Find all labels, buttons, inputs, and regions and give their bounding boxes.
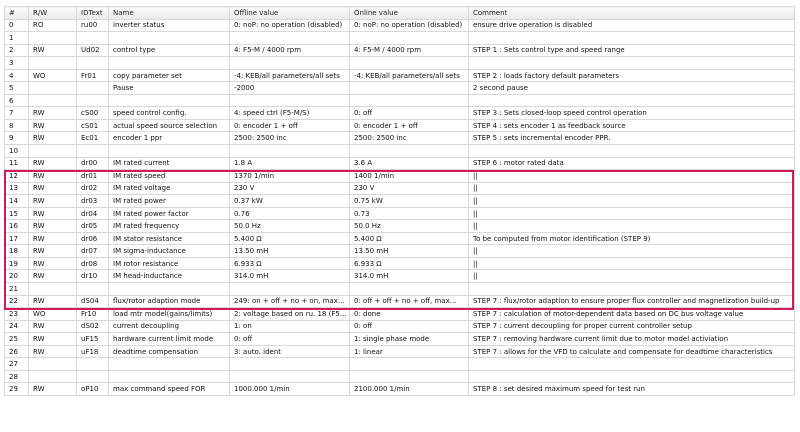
offline-value-cell[interactable]: 0: noP: no operation (disabled) [230, 19, 350, 32]
row-number-cell[interactable]: 26 [5, 345, 29, 358]
parameter-name-cell[interactable]: IM rated current [109, 157, 230, 170]
idtext-cell[interactable] [77, 32, 109, 45]
comment-cell[interactable] [469, 283, 795, 296]
offline-value-cell[interactable] [230, 57, 350, 70]
offline-value-cell[interactable]: 2: voltage based on ru. 18 (F5... [230, 308, 350, 321]
online-value-cell[interactable]: 2500: 2500 inc [350, 132, 469, 145]
parameter-name-cell[interactable]: flux/rotor adaption mode [109, 295, 230, 308]
table-row[interactable] [5, 358, 795, 371]
offline-value-cell[interactable]: 4: F5-M / 4000 rpm [230, 44, 350, 57]
idtext-cell[interactable]: dr04 [77, 207, 109, 220]
offline-value-cell[interactable] [230, 94, 350, 107]
table-row[interactable] [5, 94, 795, 107]
parameter-name-cell[interactable]: IM head-inductance [109, 270, 230, 283]
parameter-table [4, 6, 795, 396]
offline-value-cell[interactable] [230, 358, 350, 371]
access-cell[interactable]: WO [29, 308, 77, 321]
comment-cell[interactable]: || [469, 170, 795, 183]
row-number-cell[interactable]: 0 [5, 19, 29, 32]
table-row[interactable] [5, 170, 795, 183]
table-row[interactable] [5, 333, 795, 346]
online-value-cell[interactable]: 0: off [350, 107, 469, 120]
parameter-name-cell[interactable]: control type [109, 44, 230, 57]
column-header-comment[interactable]: Comment [469, 7, 795, 20]
idtext-cell[interactable]: dr10 [77, 270, 109, 283]
comment-cell[interactable]: To be computed from motor identification (STEP 9) [469, 232, 795, 245]
column-header-idtext[interactable]: IDText [77, 7, 109, 20]
comment-cell[interactable]: STEP 8 : set desired maximum speed for test run [469, 383, 795, 396]
table-row[interactable] [5, 383, 795, 396]
access-cell[interactable] [29, 32, 77, 45]
access-cell[interactable] [29, 94, 77, 107]
online-value-cell[interactable]: 0: off [350, 320, 469, 333]
parameter-name-cell[interactable]: max command speed FOR [109, 383, 230, 396]
table-row[interactable] [5, 44, 795, 57]
online-value-cell[interactable]: -4: KEB/all parameters/all sets [350, 69, 469, 82]
online-value-cell[interactable]: 230 V [350, 182, 469, 195]
comment-cell[interactable]: || [469, 220, 795, 233]
row-number-cell[interactable]: 4 [5, 69, 29, 82]
idtext-cell[interactable]: dr07 [77, 245, 109, 258]
comment-cell[interactable] [469, 370, 795, 383]
comment-cell[interactable]: STEP 3 : Sets closed-loop speed control operation [469, 107, 795, 120]
access-cell[interactable]: RW [29, 295, 77, 308]
idtext-cell[interactable]: dr08 [77, 257, 109, 270]
online-value-cell[interactable]: 1: linear [350, 345, 469, 358]
parameter-name-cell[interactable]: current decoupling [109, 320, 230, 333]
comment-cell[interactable]: ensure drive operation is disabled [469, 19, 795, 32]
idtext-cell[interactable] [77, 370, 109, 383]
comment-cell[interactable]: STEP 7 : calculation of motor-dependent data based on DC bus voltage value [469, 308, 795, 321]
table-row[interactable] [5, 283, 795, 296]
offline-value-cell[interactable]: 1.8 A [230, 157, 350, 170]
idtext-cell[interactable]: dS04 [77, 295, 109, 308]
online-value-cell[interactable]: 0: done [350, 308, 469, 321]
parameter-name-cell[interactable]: speed control config. [109, 107, 230, 120]
comment-cell[interactable] [469, 94, 795, 107]
table-row[interactable] [5, 119, 795, 132]
offline-value-cell[interactable]: 230 V [230, 182, 350, 195]
offline-value-cell[interactable]: 2500: 2500 inc [230, 132, 350, 145]
offline-value-cell[interactable]: -4: KEB/all parameters/all sets [230, 69, 350, 82]
access-cell[interactable]: RW [29, 44, 77, 57]
online-value-cell[interactable]: 13.50 mH [350, 245, 469, 258]
online-value-cell[interactable] [350, 145, 469, 158]
table-row[interactable] [5, 320, 795, 333]
access-cell[interactable] [29, 283, 77, 296]
table-row[interactable] [5, 232, 795, 245]
parameter-name-cell[interactable]: Pause [109, 82, 230, 95]
row-number-cell[interactable]: 21 [5, 283, 29, 296]
online-value-cell[interactable]: 0: noP: no operation (disabled) [350, 19, 469, 32]
online-value-cell[interactable]: 50.0 Hz [350, 220, 469, 233]
row-number-cell[interactable]: 12 [5, 170, 29, 183]
access-cell[interactable]: RW [29, 345, 77, 358]
online-value-cell[interactable]: 5.400 Ω [350, 232, 469, 245]
row-number-cell[interactable]: 14 [5, 195, 29, 208]
access-cell[interactable]: RW [29, 207, 77, 220]
comment-cell[interactable] [469, 32, 795, 45]
offline-value-cell[interactable]: 6.933 Ω [230, 257, 350, 270]
online-value-cell[interactable]: 1: single phase mode [350, 333, 469, 346]
parameter-name-cell[interactable]: load mtr model(gains/limits) [109, 308, 230, 321]
access-cell[interactable] [29, 82, 77, 95]
offline-value-cell[interactable] [230, 145, 350, 158]
online-value-cell[interactable] [350, 82, 469, 95]
table-row[interactable] [5, 370, 795, 383]
table-row[interactable] [5, 19, 795, 32]
idtext-cell[interactable]: Ud02 [77, 44, 109, 57]
idtext-cell[interactable]: uF18 [77, 345, 109, 358]
online-value-cell[interactable] [350, 370, 469, 383]
table-row[interactable] [5, 182, 795, 195]
access-cell[interactable] [29, 57, 77, 70]
parameter-name-cell[interactable] [109, 145, 230, 158]
offline-value-cell[interactable]: 314.0 mH [230, 270, 350, 283]
idtext-cell[interactable]: Fr01 [77, 69, 109, 82]
comment-cell[interactable]: || [469, 257, 795, 270]
online-value-cell[interactable]: 3.6 A [350, 157, 469, 170]
access-cell[interactable]: RW [29, 245, 77, 258]
row-number-cell[interactable]: 15 [5, 207, 29, 220]
offline-value-cell[interactable]: 1000.000 1/min [230, 383, 350, 396]
access-cell[interactable]: RW [29, 195, 77, 208]
table-row[interactable] [5, 82, 795, 95]
idtext-cell[interactable]: dr06 [77, 232, 109, 245]
offline-value-cell[interactable] [230, 370, 350, 383]
parameter-name-cell[interactable] [109, 57, 230, 70]
online-value-cell[interactable]: 2100.000 1/min [350, 383, 469, 396]
row-number-cell[interactable]: 19 [5, 257, 29, 270]
idtext-cell[interactable]: uF15 [77, 333, 109, 346]
idtext-cell[interactable] [77, 283, 109, 296]
access-cell[interactable]: RW [29, 320, 77, 333]
comment-cell[interactable]: STEP 2 : loads factory default parameters [469, 69, 795, 82]
online-value-cell[interactable]: 0.75 kW [350, 195, 469, 208]
idtext-cell[interactable]: Ec01 [77, 132, 109, 145]
row-number-cell[interactable]: 17 [5, 232, 29, 245]
access-cell[interactable]: RW [29, 182, 77, 195]
access-cell[interactable]: RW [29, 270, 77, 283]
access-cell[interactable]: RO [29, 19, 77, 32]
column-header-number[interactable]: # [5, 7, 29, 20]
parameter-name-cell[interactable]: IM rated speed [109, 170, 230, 183]
idtext-cell[interactable]: Fr10 [77, 308, 109, 321]
column-header-offline-value[interactable]: Offline value [230, 7, 350, 20]
row-number-cell[interactable]: 23 [5, 308, 29, 321]
access-cell[interactable]: RW [29, 333, 77, 346]
online-value-cell[interactable] [350, 57, 469, 70]
online-value-cell[interactable]: 0: encoder 1 + off [350, 119, 469, 132]
access-cell[interactable]: WO [29, 69, 77, 82]
offline-value-cell[interactable]: 0: encoder 1 + off [230, 119, 350, 132]
table-row[interactable] [5, 107, 795, 120]
access-cell[interactable] [29, 358, 77, 371]
parameter-name-cell[interactable]: IM rotor resistance [109, 257, 230, 270]
idtext-cell[interactable]: dr02 [77, 182, 109, 195]
idtext-cell[interactable] [77, 82, 109, 95]
row-number-cell[interactable]: 28 [5, 370, 29, 383]
access-cell[interactable]: RW [29, 232, 77, 245]
idtext-cell[interactable] [77, 57, 109, 70]
row-number-cell[interactable]: 24 [5, 320, 29, 333]
row-number-cell[interactable]: 25 [5, 333, 29, 346]
access-cell[interactable]: RW [29, 157, 77, 170]
access-cell[interactable]: RW [29, 220, 77, 233]
offline-value-cell[interactable]: 0: off [230, 333, 350, 346]
parameter-name-cell[interactable]: IM sigma-inductance [109, 245, 230, 258]
offline-value-cell[interactable]: 1: on [230, 320, 350, 333]
offline-value-cell[interactable]: 1370 1/min [230, 170, 350, 183]
comment-cell[interactable]: || [469, 182, 795, 195]
idtext-cell[interactable]: dr05 [77, 220, 109, 233]
table-row[interactable] [5, 32, 795, 45]
parameter-name-cell[interactable]: hardware current limit mode [109, 333, 230, 346]
row-number-cell[interactable]: 10 [5, 145, 29, 158]
row-number-cell[interactable]: 13 [5, 182, 29, 195]
access-cell[interactable]: RW [29, 107, 77, 120]
online-value-cell[interactable]: 6.933 Ω [350, 257, 469, 270]
offline-value-cell[interactable] [230, 283, 350, 296]
idtext-cell[interactable]: cS01 [77, 119, 109, 132]
row-number-cell[interactable]: 20 [5, 270, 29, 283]
offline-value-cell[interactable]: 5.400 Ω [230, 232, 350, 245]
comment-cell[interactable]: STEP 7 : removing hardware current limit due to motor model activiation [469, 333, 795, 346]
row-number-cell[interactable]: 29 [5, 383, 29, 396]
idtext-cell[interactable]: ru00 [77, 19, 109, 32]
online-value-cell[interactable]: 0: off + off + no + off, max... [350, 295, 469, 308]
parameter-name-cell[interactable] [109, 94, 230, 107]
parameter-name-cell[interactable]: IM stator resistance [109, 232, 230, 245]
online-value-cell[interactable]: 0.73 [350, 207, 469, 220]
offline-value-cell[interactable]: 0.37 kW [230, 195, 350, 208]
access-cell[interactable] [29, 370, 77, 383]
table-row[interactable] [5, 69, 795, 82]
online-value-cell[interactable] [350, 358, 469, 371]
parameter-name-cell[interactable] [109, 370, 230, 383]
idtext-cell[interactable]: dr03 [77, 195, 109, 208]
table-row[interactable] [5, 308, 795, 321]
comment-cell[interactable]: STEP 5 : sets incremental encoder PPR. [469, 132, 795, 145]
table-row[interactable] [5, 195, 795, 208]
access-cell[interactable]: RW [29, 132, 77, 145]
parameter-name-cell[interactable]: copy parameter set [109, 69, 230, 82]
column-header-rw[interactable]: R/W [29, 7, 77, 20]
offline-value-cell[interactable]: -2000 [230, 82, 350, 95]
row-number-cell[interactable]: 3 [5, 57, 29, 70]
idtext-cell[interactable]: dr01 [77, 170, 109, 183]
idtext-cell[interactable]: dS02 [77, 320, 109, 333]
comment-cell[interactable]: STEP 1 : Sets control type and speed range [469, 44, 795, 57]
online-value-cell[interactable] [350, 32, 469, 45]
offline-value-cell[interactable]: 249: on + off + no + on, max... [230, 295, 350, 308]
comment-cell[interactable] [469, 358, 795, 371]
row-number-cell[interactable]: 11 [5, 157, 29, 170]
access-cell[interactable]: RW [29, 119, 77, 132]
row-number-cell[interactable]: 5 [5, 82, 29, 95]
table-row[interactable] [5, 245, 795, 258]
table-row[interactable] [5, 295, 795, 308]
comment-cell[interactable]: STEP 4 : sets encoder 1 as feedback source [469, 119, 795, 132]
idtext-cell[interactable] [77, 145, 109, 158]
row-number-cell[interactable]: 8 [5, 119, 29, 132]
comment-cell[interactable] [469, 145, 795, 158]
comment-cell[interactable] [469, 57, 795, 70]
parameter-name-cell[interactable]: inverter status [109, 19, 230, 32]
offline-value-cell[interactable]: 3: auto. ident [230, 345, 350, 358]
parameter-name-cell[interactable] [109, 358, 230, 371]
offline-value-cell[interactable]: 50.0 Hz [230, 220, 350, 233]
row-number-cell[interactable]: 1 [5, 32, 29, 45]
comment-cell[interactable]: STEP 6 : motor rated data [469, 157, 795, 170]
table-row[interactable] [5, 257, 795, 270]
comment-cell[interactable]: STEP 7 : flux/rotor adaption to ensure proper flux controller and magnetization build-up [469, 295, 795, 308]
idtext-cell[interactable] [77, 94, 109, 107]
comment-cell[interactable]: || [469, 207, 795, 220]
online-value-cell[interactable] [350, 283, 469, 296]
row-number-cell[interactable]: 2 [5, 44, 29, 57]
comment-cell[interactable]: STEP 7 : allows for the VFD to calculate and compensate for deadtime characteristics [469, 345, 795, 358]
offline-value-cell[interactable] [230, 32, 350, 45]
parameter-name-cell[interactable]: deadtime compensation [109, 345, 230, 358]
row-number-cell[interactable]: 9 [5, 132, 29, 145]
offline-value-cell[interactable]: 13.50 mH [230, 245, 350, 258]
parameter-name-cell[interactable]: IM rated voltage [109, 182, 230, 195]
comment-cell[interactable]: 2 second pause [469, 82, 795, 95]
table-row[interactable] [5, 345, 795, 358]
table-row[interactable] [5, 132, 795, 145]
row-number-cell[interactable]: 7 [5, 107, 29, 120]
parameter-name-cell[interactable]: encoder 1 ppr [109, 132, 230, 145]
comment-cell[interactable]: STEP 7 : current decoupling for proper current controller setup [469, 320, 795, 333]
access-cell[interactable]: RW [29, 170, 77, 183]
offline-value-cell[interactable]: 0.76 [230, 207, 350, 220]
comment-cell[interactable]: || [469, 195, 795, 208]
idtext-cell[interactable]: dr00 [77, 157, 109, 170]
online-value-cell[interactable]: 314.0 mH [350, 270, 469, 283]
header-row [5, 7, 795, 20]
table-row[interactable] [5, 57, 795, 70]
table-row[interactable] [5, 270, 795, 283]
column-header-online-value[interactable]: Online value [350, 7, 469, 20]
table-row[interactable] [5, 220, 795, 233]
column-header-name[interactable]: Name [109, 7, 230, 20]
online-value-cell[interactable] [350, 94, 469, 107]
parameter-name-cell[interactable] [109, 283, 230, 296]
parameter-name-cell[interactable]: actual speed source selection [109, 119, 230, 132]
access-cell[interactable] [29, 145, 77, 158]
parameter-name-cell[interactable]: IM rated power factor [109, 207, 230, 220]
comment-cell[interactable]: || [469, 245, 795, 258]
table-row[interactable] [5, 207, 795, 220]
access-cell[interactable]: RW [29, 383, 77, 396]
table-row[interactable] [5, 145, 795, 158]
parameter-name-cell[interactable] [109, 32, 230, 45]
access-cell[interactable]: RW [29, 257, 77, 270]
row-number-cell[interactable]: 18 [5, 245, 29, 258]
idtext-cell[interactable]: cS00 [77, 107, 109, 120]
table-row[interactable] [5, 157, 795, 170]
row-number-cell[interactable]: 6 [5, 94, 29, 107]
row-number-cell[interactable]: 16 [5, 220, 29, 233]
comment-cell[interactable]: || [469, 270, 795, 283]
parameter-name-cell[interactable]: IM rated frequency [109, 220, 230, 233]
offline-value-cell[interactable]: 4: speed ctrl (F5-M/S) [230, 107, 350, 120]
idtext-cell[interactable]: oP10 [77, 383, 109, 396]
parameter-name-cell[interactable]: IM rated power [109, 195, 230, 208]
row-number-cell[interactable]: 22 [5, 295, 29, 308]
idtext-cell[interactable] [77, 358, 109, 371]
row-number-cell[interactable]: 27 [5, 358, 29, 371]
online-value-cell[interactable]: 4: F5-M / 4000 rpm [350, 44, 469, 57]
online-value-cell[interactable]: 1400 1/min [350, 170, 469, 183]
